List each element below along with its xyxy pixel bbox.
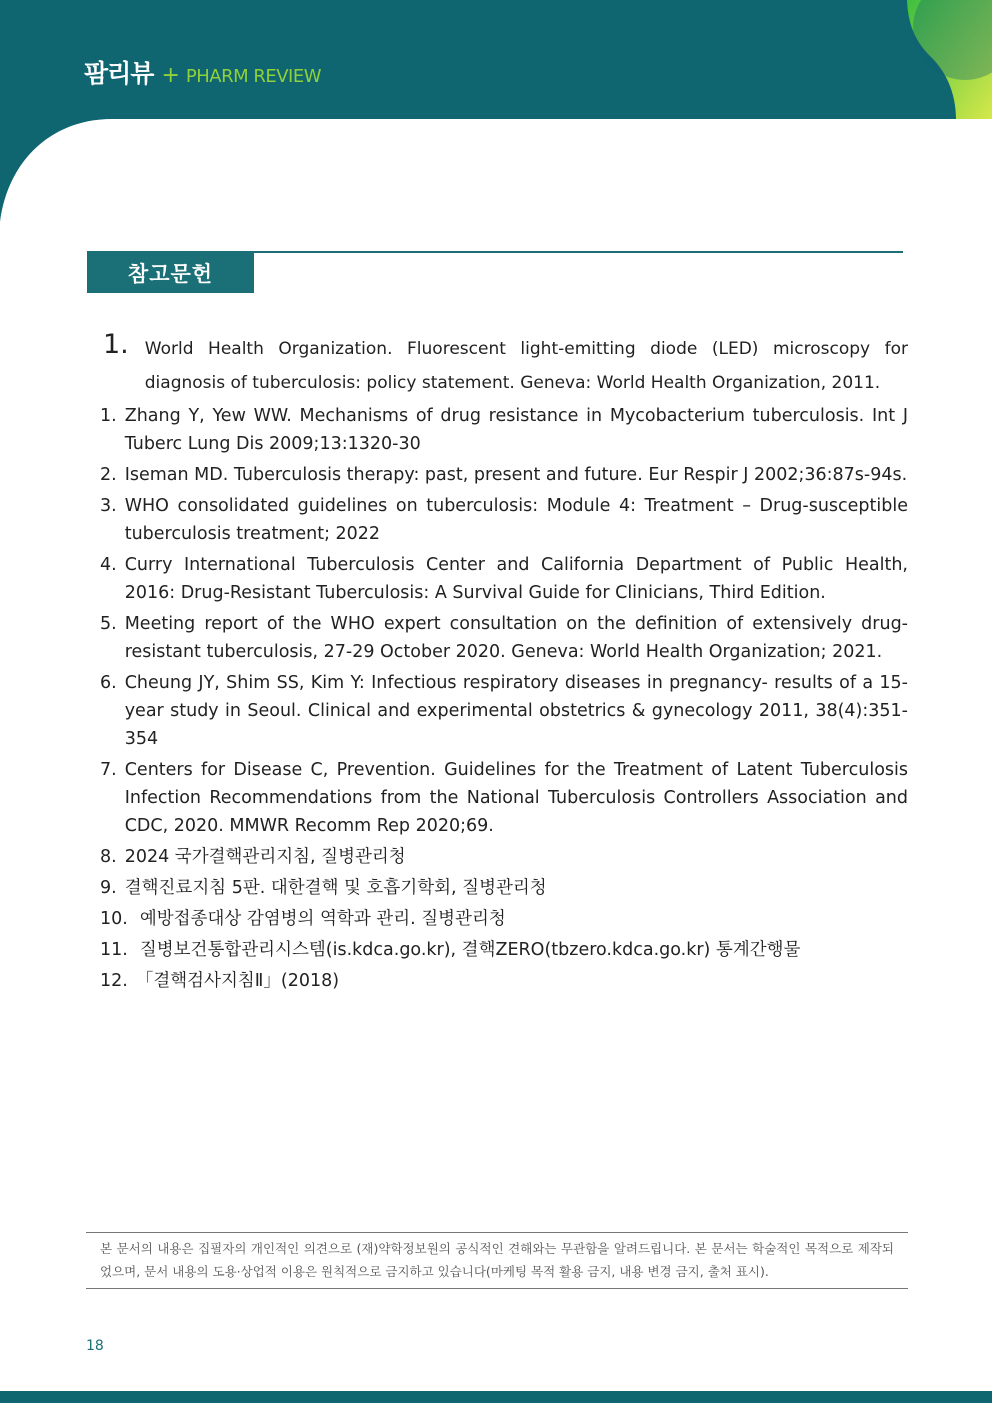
reference-number: 9. xyxy=(100,878,117,898)
reference-item xyxy=(100,967,908,995)
reference-item xyxy=(100,492,908,548)
reference-number: 5. xyxy=(100,614,117,634)
reference-item xyxy=(100,551,908,607)
page-number: 18 xyxy=(86,1338,104,1354)
reference-text: 결핵진료지침 5판. 대한결핵 및 호흡기학회, 질병관리청 xyxy=(124,878,547,898)
reference-number: 1. xyxy=(103,329,129,360)
reference-text: World Health Organization. Fluorescent light-emitting diode (LED) microscopy for diagnosis of tuberculosis: policy statement. Geneva: World Health Organization, 2011. xyxy=(144,339,908,393)
reference-text: Centers for Disease C, Prevention. Guidelines for the Treatment of Latent Tuberculosis Infection Recommendations from the National Tuberculosis Controllers Association and CDC, 2020. MMWR Recomm Rep 2020;69. xyxy=(124,760,908,836)
reference-text: Iseman MD. Tuberculosis therapy: past, present and future. Eur Respir J 2002;36:87s-94s. xyxy=(124,465,908,485)
reference-text: Curry International Tuberculosis Center and California Department of Public Health, 2016: Drug-Resistant Tuberculosis: A Survival Guide for Clinicians, Third Edition. xyxy=(124,555,908,603)
reference-number: 4. xyxy=(100,555,117,575)
reference-item xyxy=(100,402,908,458)
reference-text: WHO consolidated guidelines on tuberculosis: Module 4: Treatment – Drug-susceptible tuberculosis treatment; 2022 xyxy=(124,496,908,544)
reference-text: Cheung JY, Shim SS, Kim Y: Infectious respiratory diseases in pregnancy- results of a 15-year study in Seoul. Clinical and experimental obstetrics & gynecology 2011, 38(4):351-354 xyxy=(124,673,908,749)
reference-list xyxy=(100,330,908,998)
reference-item xyxy=(100,936,908,964)
reference-text: 「결핵검사지침Ⅱ」(2018) xyxy=(135,971,340,991)
reference-number: 3. xyxy=(100,496,117,516)
reference-number: 2. xyxy=(100,465,117,485)
reference-number: 10. xyxy=(100,909,128,929)
reference-number: 6. xyxy=(100,673,117,693)
reference-text: 2024 국가결핵관리지침, 질병관리청 xyxy=(124,847,406,867)
reference-number: 1. xyxy=(100,406,117,426)
reference-item xyxy=(100,756,908,840)
section-title-tab xyxy=(87,252,254,293)
reference-item xyxy=(100,874,908,902)
reference-text: Meeting report of the WHO expert consultation on the definition of extensively drug-resistant tuberculosis, 27-29 October 2020. Geneva: World Health Organization; 2021. xyxy=(124,614,908,662)
header-banner xyxy=(0,0,992,230)
reference-text: Zhang Y, Yew WW. Mechanisms of drug resistance in Mycobacterium tuberculosis. Int J Tuberc Lung Dis 2009;13:1320-30 xyxy=(124,406,908,454)
reference-item xyxy=(100,330,908,400)
footer-bar xyxy=(0,1391,992,1403)
reference-text: 질병보건통합관리시스템(is.kdca.go.kr), 결핵ZERO(tbzero.kdca.go.kr) 통계간행물 xyxy=(139,940,801,960)
reference-number: 11. xyxy=(100,940,128,960)
reference-number: 12. xyxy=(100,971,128,991)
brand-english-title: PHARM REVIEW xyxy=(185,66,322,87)
reference-item xyxy=(100,461,908,489)
disclaimer-text: 본 문서의 내용은 집필자의 개인적인 의견으로 (재)약학정보원의 공식적인 견해와는 무관함을 알려드립니다. 본 문서는 학술적인 목적으로 제작되었으며, 문서 내용의 도용·상업적 이용은 원칙적으로 금지하고 있습니다(마케팅 목적 활용 금지, 내용 변경 금지, 출처 표시). xyxy=(100,1241,894,1279)
brand-logo xyxy=(84,54,321,90)
brand-korean-title: 팜리뷰 xyxy=(84,59,154,88)
disclaimer-box xyxy=(86,1232,908,1289)
reference-item xyxy=(100,843,908,871)
reference-item xyxy=(100,610,908,666)
brand-plus-sign: + xyxy=(161,63,180,88)
reference-text: 예방접종대상 감염병의 역학과 관리. 질병관리청 xyxy=(139,909,506,929)
reference-item xyxy=(100,905,908,933)
reference-item xyxy=(100,669,908,753)
reference-number: 7. xyxy=(100,760,117,780)
section-title: 참고문헌 xyxy=(127,261,214,286)
reference-number: 8. xyxy=(100,847,117,867)
